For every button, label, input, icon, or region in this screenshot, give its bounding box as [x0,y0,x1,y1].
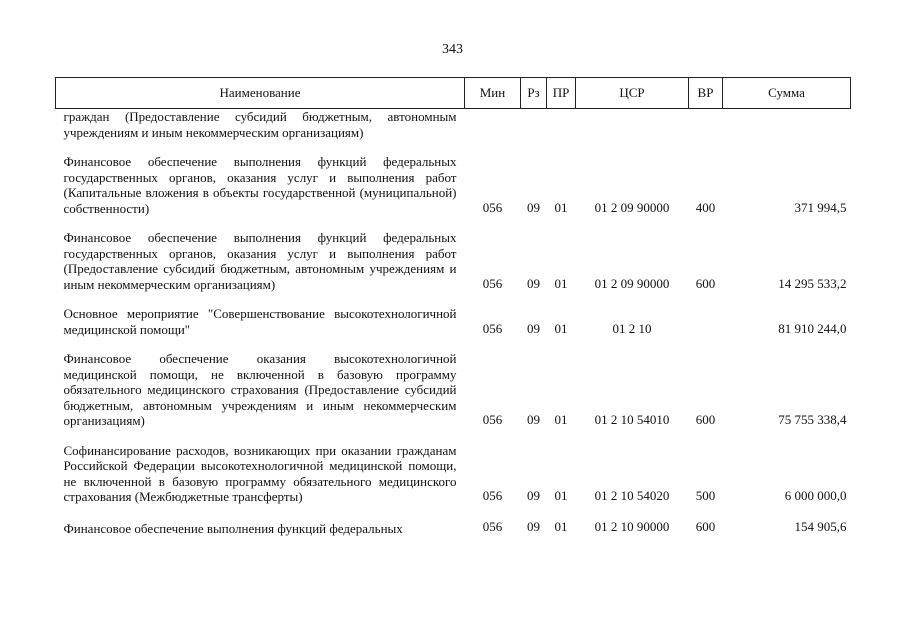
header-rz: Рз [521,78,547,109]
row-sum: 154 905,6 [794,518,847,534]
row-vr [689,304,723,337]
row-csr: 01 2 10 54020 [594,488,670,503]
row-name: граждан (Предоставление субсидий бюджетным, автономным учреждениям и иным некоммерческим организациям) [63,109,457,140]
row-pr [547,109,576,141]
table-row [56,109,851,141]
row-name: Финансовое обеспечение выполнения функций федеральных [63,520,403,536]
row-rz: 09 [527,488,540,503]
row-min: 056 [482,275,503,291]
table-header-row [56,78,851,109]
row-rz [521,109,547,141]
row-name: Основное мероприятие "Совершенствование высокотехнологичной медицинской помощи" [63,306,457,337]
row-min [465,109,521,141]
row-name: Софинансирование расходов, возникающих при оказании гражданам Российской Федерации высокотехнологичной медицинской помощи, не включенной в базовую программу обязательного медицинского страхования (Межбюджетные трансферты) [63,442,457,504]
row-rz: 09 [527,412,540,427]
row-vr: 500 [695,488,716,503]
table-row [56,349,851,429]
row-sum: 371 994,5 [794,199,847,215]
row-name: Финансовое обеспечение выполнения функций федеральных государственных органов, оказания услуг и выполнения работ (Предоставление субсидий бюджетным, автономным учреждениям и иным некоммерческим организациям) [63,230,457,292]
row-csr: 01 2 10 [612,320,652,336]
row-sum: 81 910 244,0 [778,320,847,336]
row-sum: 14 295 533,2 [778,275,847,291]
header-min: Мин [465,78,521,109]
row-csr: 01 2 10 54010 [594,412,670,427]
row-vr: 600 [695,275,716,291]
row-min: 056 [482,488,503,503]
row-sum: 75 755 338,4 [778,412,847,427]
table-row [56,441,851,505]
row-min: 056 [482,518,503,534]
row-vr [689,109,723,141]
row-csr: 01 2 09 90000 [594,275,670,291]
row-csr [576,109,689,141]
row-pr: 01 [554,320,568,336]
row-sum: 6 000 000,0 [784,488,847,503]
row-pr: 01 [554,518,568,534]
row-csr: 01 2 10 90000 [594,518,670,534]
table-row [56,152,851,216]
budget-table [55,77,851,536]
row-csr: 01 2 09 90000 [594,199,670,215]
row-min: 056 [482,412,503,427]
row-min: 056 [482,320,503,336]
row-pr: 01 [554,488,568,503]
row-min: 056 [482,199,503,215]
row-pr: 01 [554,412,568,427]
row-rz: 09 [527,275,540,291]
header-pr: ПР [547,78,576,109]
row-name: Финансовое обеспечение выполнения функций федеральных государственных органов, оказания услуг и выполнения работ (Капитальные вложения в объекты государственной (муниципальной) собственности) [63,154,457,216]
table-row [56,304,851,337]
row-name: Финансовое обеспечение оказания высокотехнологичной медицинской помощи, не включенной в базовую программу обязательного медицинского страхования (Предоставление субсидий бюджетным, автономным учреждениям и иным некоммерческим организациям) [63,351,457,428]
row-rz: 09 [527,199,540,215]
row-rz: 09 [527,320,540,336]
table-row [56,228,851,292]
row-sum [723,109,851,141]
header-vr: ВР [689,78,723,109]
header-csr: ЦСР [576,78,689,109]
header-sum: Сумма [723,78,851,109]
row-rz: 09 [527,518,540,534]
table-row [56,517,851,537]
row-vr: 600 [695,518,716,534]
row-vr: 600 [695,412,716,427]
row-pr: 01 [554,275,568,291]
page-number: 343 [442,42,463,57]
row-pr: 01 [554,199,568,215]
header-name: Наименование [56,78,465,109]
row-vr: 400 [695,199,716,215]
